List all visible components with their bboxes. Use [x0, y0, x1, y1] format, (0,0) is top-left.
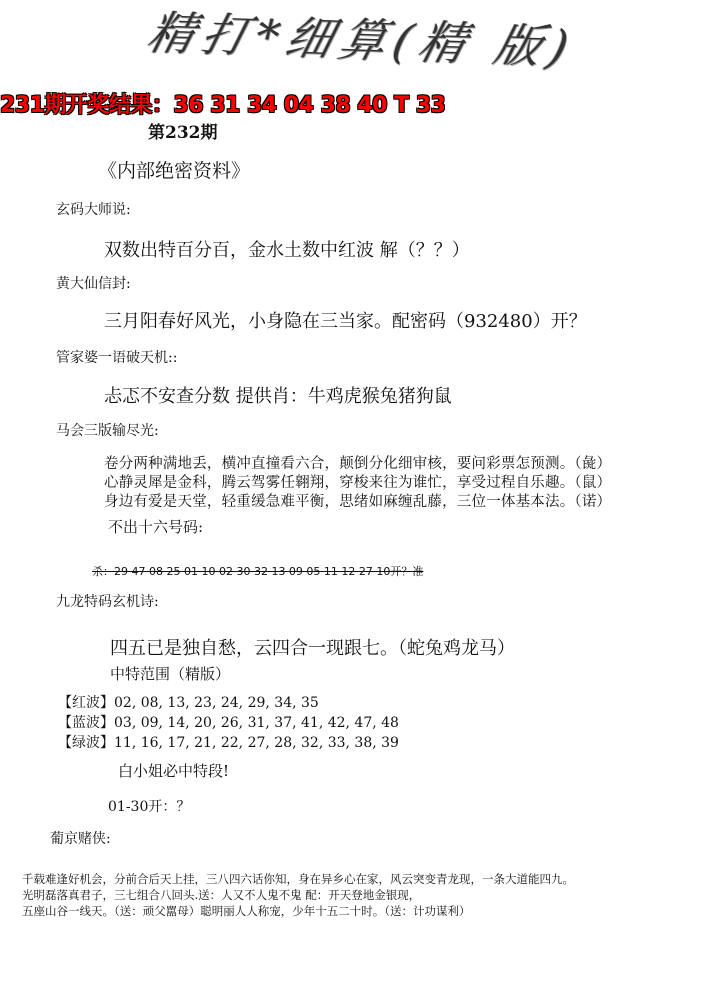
no-sixteen-label: 不出十六号码:	[108, 518, 204, 536]
red-wave-tag: 【红波】	[58, 695, 114, 711]
result-banner: 231期开奖结果：36 31 34 04 38 40 T 33	[0, 93, 446, 118]
huang-label: 黄大仙信封:	[56, 276, 131, 292]
blue-wave-row	[58, 712, 399, 732]
pujing-line-2: 光明磊落真君子，三七组合八回头.送：人又不人鬼不鬼 配：开天登地金银现，	[22, 888, 421, 902]
pujing-line-1: 千载难逢好机会，分前合后天上挂，三八四六话你知，身在异乡心在家，风云突变青龙现，一条大道能四九。	[22, 872, 574, 886]
guanjia-label: 管家婆一语破天机::	[56, 350, 178, 366]
pujing-line-3: 五座山谷一线天。（送：顽父嚚母）聪明丽人人称宠，少年十五二十时。（送：计功谋利）	[22, 904, 471, 918]
mahui-label: 马会三版输尽光:	[56, 423, 159, 439]
kill-numbers: 杀：29 47 08 25 01 10 02 30 32 13 09 05 11 12 27 10开？准	[92, 565, 424, 578]
blue-wave-tag: 【蓝波】	[58, 715, 114, 731]
mahui-line-2: 心静灵犀是金科，腾云驾雾任翱翔，穿梭来往为谁忙，享受过程自乐趣。（鼠）	[104, 475, 612, 491]
mahui-line-1: 卷分两种满地丢，横冲直撞看六合，颠倒分化细审核，要问彩票怎预测。（彘）	[104, 456, 612, 472]
range-label: 中特范围（精版）	[110, 665, 231, 683]
document-title: 《内部绝密资料》	[98, 160, 251, 182]
range-1-30: 01-30开：？	[108, 799, 191, 815]
guanjia-text: 忐忑不安查分数 提供肖：牛鸡虎猴兔猪狗鼠	[104, 386, 452, 407]
xuanma-text: 双数出特百分百，金水土数中红波 解（？？）	[104, 240, 470, 261]
red-wave-numbers: 02, 08, 13, 23, 24, 29, 34, 35	[114, 695, 319, 711]
white-lady-text: 白小姐必中特段!	[118, 762, 230, 780]
jiulong-poem: 四五已是独自愁，云四合一现跟七。（蛇兔鸡龙马）	[110, 638, 515, 659]
header-title: 精打*细算(精 版)	[142, 5, 582, 75]
red-wave-row	[58, 692, 319, 712]
pujing-label: 葡京赌侠:	[50, 831, 111, 847]
blue-wave-numbers: 03, 09, 14, 20, 26, 31, 37, 41, 42, 47, 48	[114, 715, 399, 731]
mahui-line-3: 身边有爱是天堂，轻重缓急难平衡，思绪如麻缠乱藤，三位一体基本法。（诺）	[104, 494, 612, 510]
green-wave-tag: 【绿波】	[58, 735, 114, 751]
green-wave-numbers: 11, 16, 17, 21, 22, 27, 28, 32, 33, 38, 39	[114, 735, 399, 751]
jiulong-label: 九龙特码玄机诗:	[56, 594, 159, 610]
issue-number: 第232期	[148, 123, 218, 143]
huang-text: 三月阳春好风光，小身隐在三当家。配密码（932480）开？	[104, 311, 587, 332]
xuanma-label: 玄码大师说:	[56, 202, 131, 218]
green-wave-row	[58, 732, 399, 752]
